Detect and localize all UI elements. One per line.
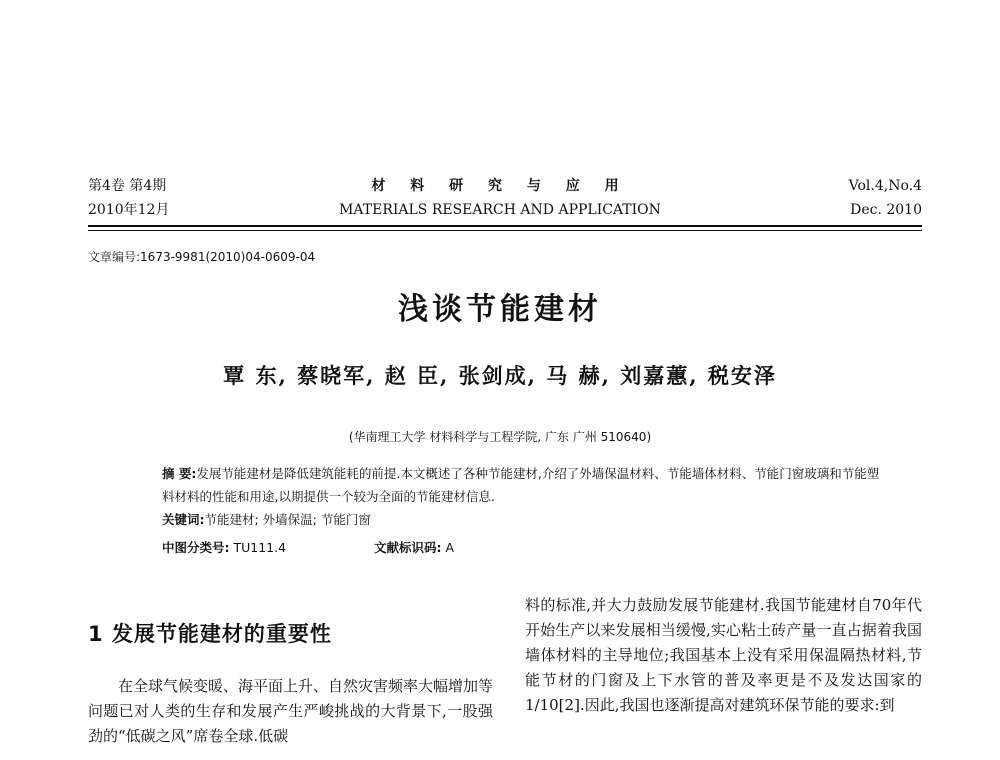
header-rule-thin (88, 230, 922, 231)
publication-date-en: Dec. 2010 (850, 202, 922, 218)
keywords-text: 节能建材; 外墙保温; 节能门窗 (204, 512, 371, 527)
classification-row (162, 538, 454, 556)
journal-title-cn: 材 料 研 究 与 应 用 (371, 178, 629, 194)
doc-code-value: A (445, 540, 455, 555)
clc-value: TU111.4 (233, 540, 287, 555)
paper-title: 浅谈节能建材 (398, 292, 602, 327)
abstract-label: 摘 要: (162, 466, 197, 481)
clc-label: 中图分类号: (162, 540, 230, 555)
journal-title-en: MATERIALS RESEARCH AND APPLICATION (339, 202, 661, 218)
header-left (88, 174, 169, 222)
article-number: 文章编号:1673-9981(2010)04-0609-04 (88, 250, 316, 264)
section-paragraph: 在全球气候变暖、海平面上升、自然灾害频率大幅增加等问题已对人类的生存和发展产生严峻挑战的大背景下,一股强劲的“低碳之风”席卷全球.低碳 (88, 677, 494, 745)
doc-code-label: 文献标识码: (374, 540, 442, 555)
affiliation: (华南理工大学 材料科学与工程学院, 广东 广州 510640) (348, 430, 652, 444)
section-heading: 1 发展节能建材的重要性 (88, 622, 332, 646)
right-column-text: 料的标准,并大力鼓励发展节能建材.我国节能建材自70年代开始生产以来发展相当缓慢,实心粘土砖产量一直占据着我国墙体材料的主导地位;我国基本上没有采用保温隔热材料,节能节材的门窗及上下水管的普及率更是不及发达国家的1/10[2].因此,我国也逐渐提高对建筑环保节能的要求:到 (525, 596, 922, 714)
author-list: 覃 东, 蔡晓军, 赵 臣, 张剑成, 马 赫, 刘嘉蕙, 税安泽 (223, 363, 777, 388)
volume-issue: 第4卷 第4期 (88, 178, 167, 194)
header-right (849, 174, 922, 222)
abstract-text: 发展节能建材是降低建筑能耗的前提.本文概述了各种节能建材,介绍了外墙保温材料、节能墙体材料、节能门窗玻璃和节能塑料材料的性能和用途,以期提供一个较为全面的节能建材信息. (162, 466, 880, 504)
header-rule-thick (88, 225, 922, 227)
volume-number-en: Vol.4,No.4 (848, 178, 922, 194)
abstract (162, 462, 882, 531)
header-center (300, 174, 700, 222)
publication-date-cn: 2010年12月 (88, 202, 170, 218)
keywords-label: 关键词: (162, 512, 205, 527)
